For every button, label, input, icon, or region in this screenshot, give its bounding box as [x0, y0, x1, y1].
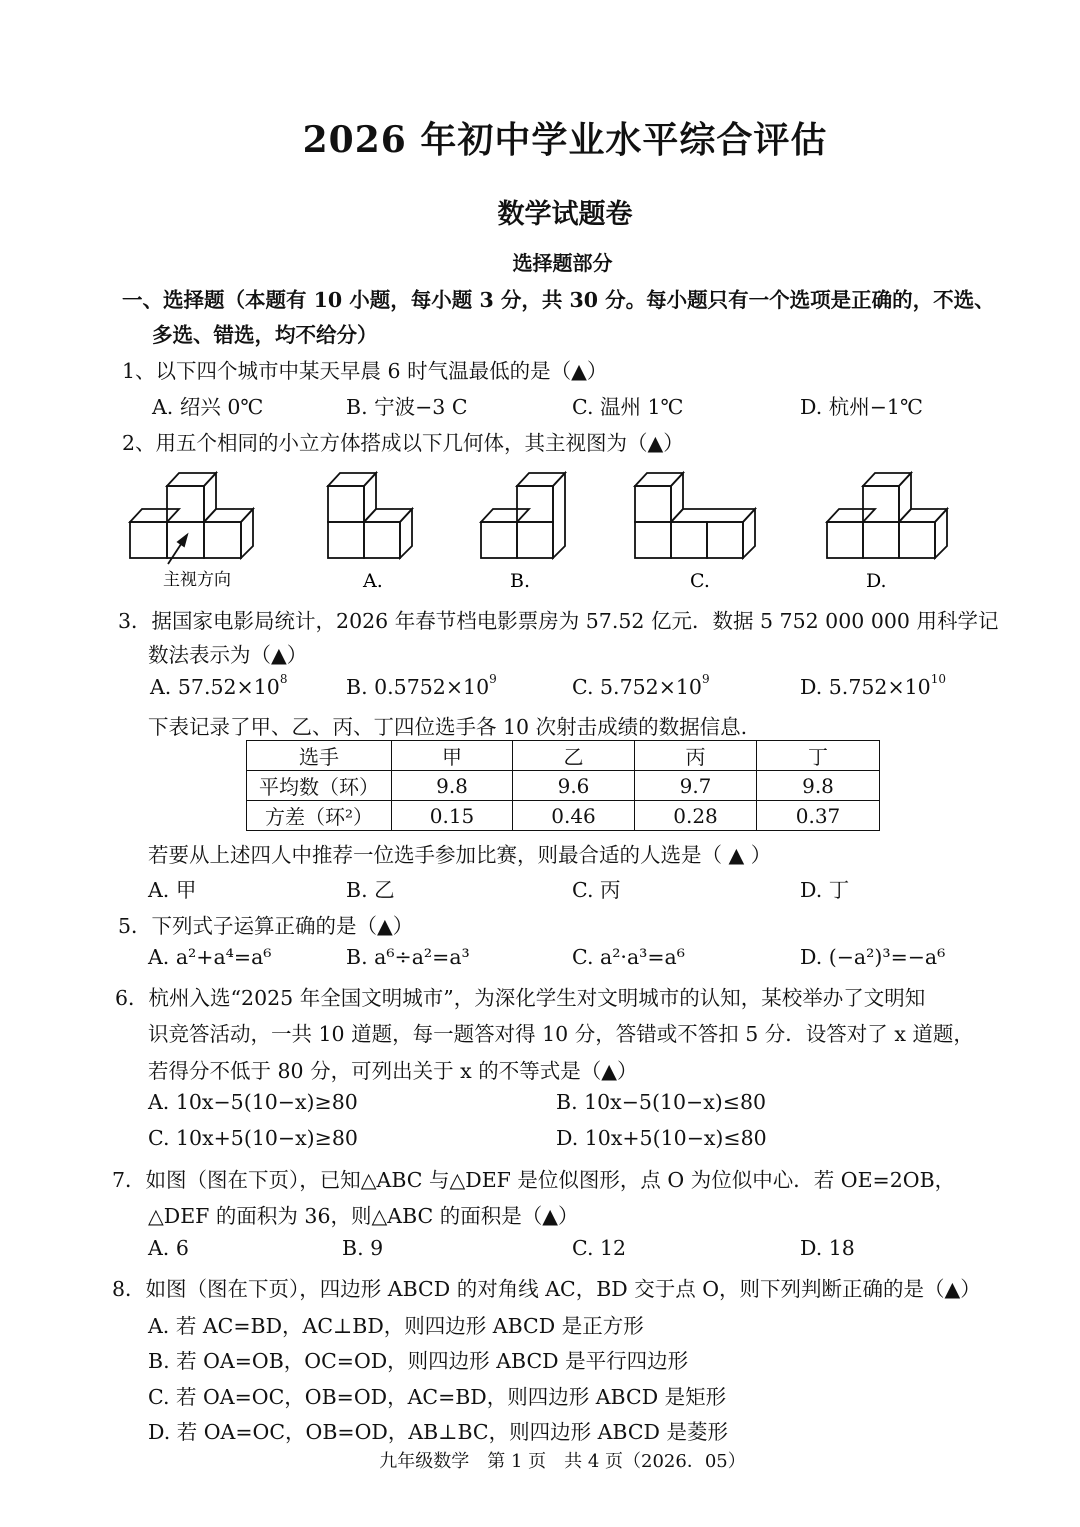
q2-figures [0, 460, 1080, 595]
question-2-stem: 2、用五个相同的小立方体搭成以下几何体，其主视图为（▲） [122, 431, 684, 455]
table-cell: 0.37 [757, 801, 880, 831]
table-cell: 9.7 [635, 771, 757, 801]
q2-label-a: A. [363, 570, 383, 592]
q5-option-c: C. a²·a³=a⁶ [572, 945, 686, 969]
question-5-stem: 5．下列式子运算正确的是（▲） [118, 914, 414, 938]
q2-view-c [635, 473, 755, 558]
q6-option-c: C. 10x+5(10−x)≥80 [148, 1126, 358, 1150]
q6-option-b: B. 10x−5(10−x)≤80 [556, 1090, 767, 1114]
q6-option-d: D. 10x+5(10−x)≤80 [556, 1126, 767, 1150]
question-6-line-2: 识竞答活动，一共 10 道题，每一题答对得 10 分，答错或不答扣 5 分．设答对了 x 道题， [148, 1022, 974, 1046]
q8-option-d: D. 若 OA=OC，OB=OD，AB⊥BC，则四边形 ABCD 是菱形 [148, 1420, 729, 1444]
q2-solid-figure [130, 473, 253, 564]
q2-view-a [328, 473, 412, 558]
q3-option-b: B. $0.5752\times 10^9$ [346, 672, 497, 699]
question-6-line-1: 6．杭州入选“2025 年全国文明城市”，为深化学生对文明城市的认知，某校举办了文明知 [115, 986, 926, 1010]
table-cell: 丙 [635, 741, 757, 771]
q8-option-c: C. 若 OA=OC，OB=OD，AC=BD，则四边形 ABCD 是矩形 [148, 1385, 727, 1409]
q7-option-d: D. 18 [800, 1236, 855, 1260]
q5-option-b: B. a⁶÷a²=a³ [346, 945, 470, 969]
q3-option-a: A. $57.52\times 10^8$ [150, 672, 288, 699]
q5-option-a: A. a²+a⁴=a⁶ [148, 945, 272, 969]
q4-option-a: A. 甲 [148, 878, 197, 902]
exam-title: 2026 年初中学业水平综合评估 [302, 119, 828, 161]
q5-option-d: D. (−a²)³=−a⁶ [800, 945, 946, 969]
table-cell: 0.28 [635, 801, 757, 831]
question-4-intro: 下表记录了甲、乙、丙、丁四位选手各 10 次射击成绩的数据信息. [148, 715, 748, 739]
q8-option-b: B. 若 OA=OB，OC=OD，则四边形 ABCD 是平行四边形 [148, 1349, 689, 1373]
question-8-stem: 8．如图（图在下页），四边形 ABCD 的对角线 AC，BD 交于点 O，则下列判断正确的是（▲） [112, 1277, 981, 1301]
question-7-line-1: 7．如图（图在下页），已知△ABC 与△DEF 是位似图形，点 O 为位似中心．若 OE=2OB， [112, 1168, 956, 1192]
table-cell: 选手 [247, 741, 392, 771]
q2-label-c: C. [690, 570, 710, 592]
question-3-stem-line-2: 数法表示为（▲） [148, 643, 308, 667]
question-3-stem-line-1: 3．据国家电影局统计，2026 年春节档电影票房为 57.52 亿元．数据 5 752 000 000 用科学记 [118, 609, 999, 633]
q1-option-b: B. 宁波−3 C [346, 395, 468, 419]
q1-option-c: C. 温州 1℃ [572, 395, 684, 419]
q2-direction-label: 主视方向 [163, 570, 231, 590]
q1-option-d: D. 杭州−1℃ [800, 395, 923, 419]
table-row [247, 801, 880, 831]
table-cell: 丁 [757, 741, 880, 771]
table-row [247, 771, 880, 801]
table-cell: 0.15 [392, 801, 513, 831]
q4-option-c: C. 丙 [572, 878, 621, 902]
q2-view-b [481, 473, 565, 558]
table-cell: 甲 [392, 741, 513, 771]
q4-option-d: D. 丁 [800, 878, 850, 902]
instructions-line-2: 多选、错选，均不给分） [152, 323, 378, 347]
question-1-stem: 1、以下四个城市中某天早晨 6 时气温最低的是（▲） [122, 359, 608, 383]
q7-option-c: C. 12 [572, 1236, 627, 1260]
instructions-line-1: 一、选择题（本题有 10 小题，每小题 3 分，共 30 分。每小题只有一个选项是正确的，不选、 [122, 288, 995, 312]
section-heading: 选择题部分 [512, 251, 613, 275]
table-cell: 乙 [513, 741, 635, 771]
page-footer: 九年级数学 第 1 页 共 4 页（2026．05） [379, 1451, 746, 1472]
q4-option-b: B. 乙 [346, 878, 395, 902]
q2-view-d [827, 473, 947, 558]
question-6-line-3: 若得分不低于 80 分，可列出关于 x 的不等式是（▲） [148, 1059, 638, 1083]
shooting-score-table [246, 740, 880, 831]
q1-option-a: A. 绍兴 0℃ [152, 395, 264, 419]
q2-label-d: D. [866, 570, 887, 592]
table-cell: 平均数（环） [247, 771, 392, 801]
table-cell: 方差（环²） [247, 801, 392, 831]
q6-option-a: A. 10x−5(10−x)≥80 [148, 1090, 358, 1114]
table-header-row [247, 741, 880, 771]
q8-option-a: A. 若 AC=BD，AC⊥BD，则四边形 ABCD 是正方形 [148, 1314, 644, 1338]
q7-option-b: B. 9 [342, 1236, 384, 1260]
question-4-stem: 若要从上述四人中推荐一位选手参加比赛，则最合适的人选是（ ▲ ） [148, 843, 772, 867]
q3-option-c: C. $5.752\times 10^9$ [572, 672, 710, 699]
table-cell: 0.46 [513, 801, 635, 831]
question-7-line-2: △DEF 的面积为 36，则△ABC 的面积是（▲） [148, 1204, 579, 1228]
table-cell: 9.8 [392, 771, 513, 801]
paper-subtitle: 数学试题卷 [497, 199, 633, 230]
q2-label-b: B. [510, 570, 531, 592]
table-cell: 9.8 [757, 771, 880, 801]
table-cell: 9.6 [513, 771, 635, 801]
q3-option-d: D. $5.752\times 10^{10}$ [800, 672, 946, 699]
q7-option-a: A. 6 [148, 1236, 189, 1260]
